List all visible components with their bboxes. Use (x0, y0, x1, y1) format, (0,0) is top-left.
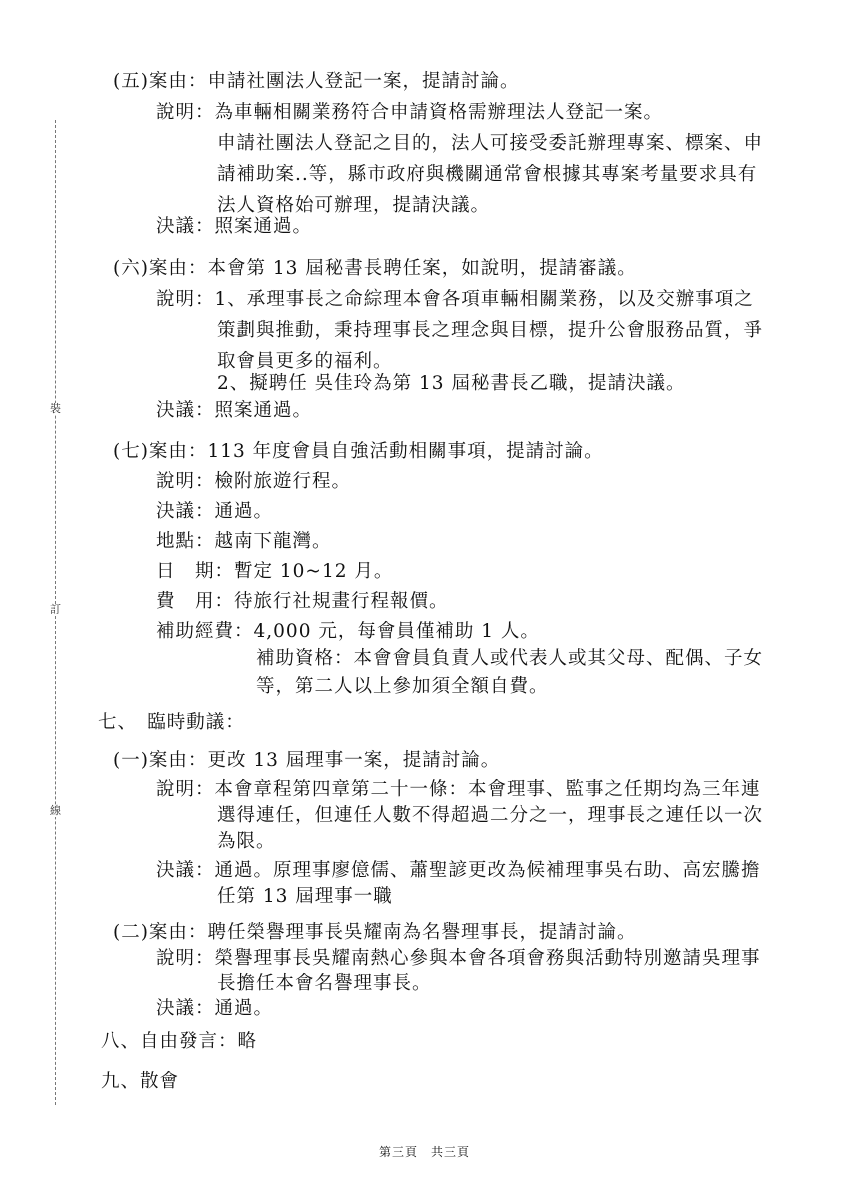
resolution-label: 決議： (156, 400, 215, 421)
binding-mark-xian: 線 (50, 804, 61, 817)
subsidy-label: 補助經費： (156, 621, 254, 642)
item7-description (156, 470, 351, 494)
case-label: (五)案由： (113, 71, 208, 92)
resolution-text: 通過。 (214, 998, 274, 1019)
section9-heading: 九、散會 (101, 1071, 180, 1092)
case-text: 113 年度會員自強活動相關事項，提請討論。 (207, 441, 604, 462)
fee-text: 待旅行社規畫行程報價。 (234, 591, 449, 612)
case-text: 申請社團法人登記一案，提請討論。 (207, 71, 520, 92)
motion1-description (156, 778, 761, 802)
item5-desc-line: 請補助案..等，縣市政府與機關通常會根據其專案考量要求具有 (217, 164, 758, 185)
desc-text: 1、承理事長之命綜理本會各項車輛相關業務，以及交辦事項之 (214, 289, 754, 310)
motion2-resolution (156, 997, 273, 1021)
motion1-resolution (156, 859, 761, 883)
item6-desc-line: 策劃與推動，秉持理事長之理念與目標，提升公會服務品質，爭 (217, 320, 764, 341)
resolution-text: 通過。原理事廖億儒、蕭聖諺更改為候補理事吳右助、高宏騰擔 (214, 860, 761, 881)
case-label: (一)案由： (113, 750, 208, 771)
item7-subsidy (156, 620, 540, 644)
item5-resolution (156, 215, 312, 239)
item6-desc-line: 取會員更多的福利。 (217, 351, 393, 372)
case-label: (七)案由： (113, 441, 208, 462)
desc-text: 本會章程第四章第二十一條：本會理事、監事之任期均為三年連 (214, 779, 761, 800)
section7-heading: 七、 臨時動議： (98, 712, 245, 733)
resolution-label: 決議： (156, 501, 215, 522)
resolution-label: 決議： (156, 860, 215, 881)
item7-place (156, 530, 332, 554)
page-number: 第三頁 共三頁 (378, 1145, 470, 1159)
place-text: 越南下龍灣。 (214, 531, 332, 552)
case-label: (二)案由： (113, 922, 208, 943)
item7-case (113, 440, 604, 464)
desc-label: 說明： (156, 779, 215, 800)
date-label: 日 期： (156, 561, 235, 582)
item7-resolution (156, 500, 273, 524)
item7-qualification-line: 等，第二人以上參加須全額自費。 (256, 676, 549, 697)
resolution-text: 照案通過。 (214, 400, 313, 421)
binding-mark-ding: 訂 (50, 603, 61, 616)
item6-case (113, 257, 637, 281)
motion2-desc-line: 長擔任本會名譽理事長。 (217, 973, 432, 994)
item6-description (156, 288, 754, 312)
item5-description (156, 101, 663, 125)
item6-desc-line: 2、擬聘任 吳佳玲為第 13 屆秘書長乙職，提請決議。 (217, 373, 686, 394)
case-label: (六)案由： (113, 258, 208, 279)
resolution-label: 決議： (156, 216, 215, 237)
motion1-desc-line: 為限。 (217, 831, 276, 852)
item5-desc-line: 法人資格始可辦理，提請決議。 (217, 195, 491, 216)
binding-mark-zhuang: 裝 (50, 402, 61, 415)
desc-label: 說明： (156, 289, 215, 310)
resolution-text: 通過。 (214, 501, 274, 522)
case-text: 本會第 13 屆秘書長聘任案，如說明，提請審議。 (207, 258, 637, 279)
desc-text: 榮譽理事長吳耀南熱心參與本會各項會務與活動特別邀請吳理事 (214, 948, 761, 969)
motion1-desc-line: 選得連任，但連任人數不得超過二分之一，理事長之連任以一次 (217, 805, 764, 826)
resolution-text: 照案通過。 (214, 216, 313, 237)
motion2-case (113, 921, 636, 945)
section8-heading: 八、自由發言：略 (101, 1031, 258, 1052)
resolution-label: 決議： (156, 998, 215, 1019)
item7-fee (156, 590, 449, 614)
item6-resolution (156, 399, 312, 423)
motion1-resolution-line: 任第 13 屆理事一職 (217, 886, 393, 907)
desc-label: 說明： (156, 948, 215, 969)
item5-case (113, 70, 519, 94)
subsidy-text: 4,000 元，每會員僅補助 1 人。 (253, 621, 540, 642)
place-label: 地點： (156, 531, 215, 552)
desc-label: 說明： (156, 102, 215, 123)
date-text: 暫定 10~12 月。 (234, 561, 394, 582)
item5-desc-line: 申請社團法人登記之目的，法人可接受委託辦理專案、標案、申 (217, 133, 764, 154)
case-text: 更改 13 屆理事一案，提請討論。 (207, 750, 501, 771)
fee-label: 費 用： (156, 591, 235, 612)
desc-text: 為車輛相關業務符合申請資格需辦理法人登記一案。 (214, 102, 664, 123)
desc-label: 說明： (156, 471, 215, 492)
case-text: 聘任榮譽理事長吳耀南為名譽理事長，提請討論。 (207, 922, 637, 943)
item7-qualification: 補助資格：本會會員負責人或代表人或其父母、配偶、子女 (256, 648, 764, 669)
motion1-case (113, 749, 500, 773)
motion2-description (156, 947, 761, 971)
desc-text: 檢附旅遊行程。 (214, 471, 352, 492)
item7-date (156, 560, 393, 584)
